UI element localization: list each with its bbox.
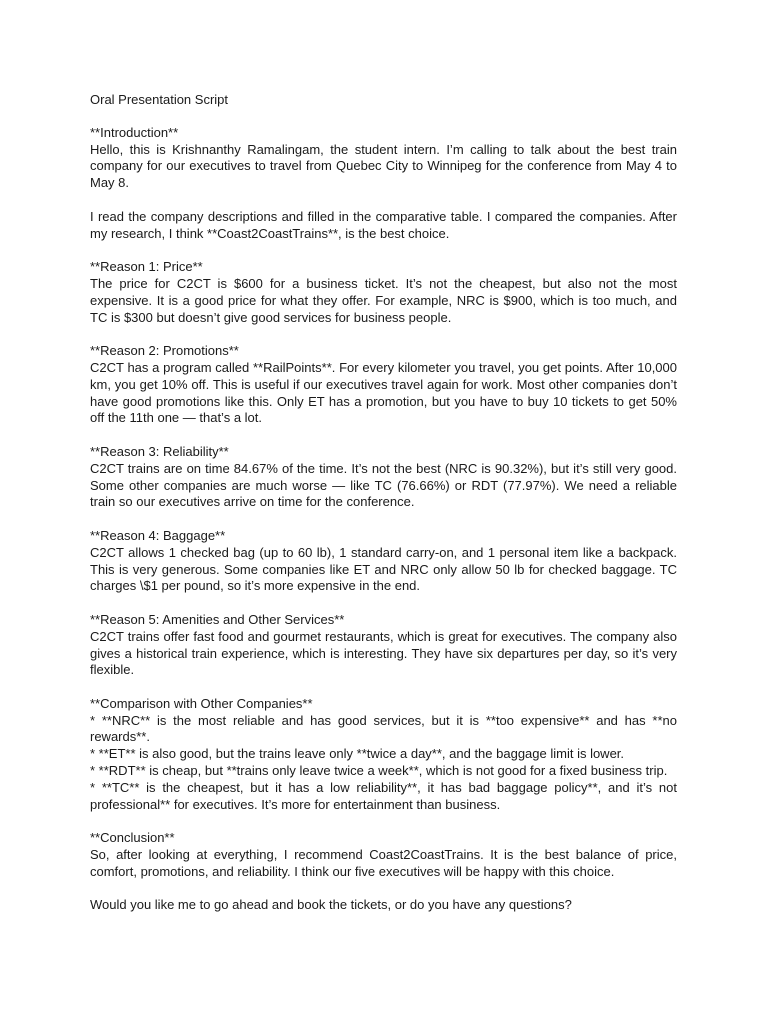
reason-baggage-text: C2CT allows 1 checked bag (up to 60 lb), 1 standard carry-on, and 1 personal item like a backpack. This is very generous. Some companies like ET and NRC only allow 50 lb for checked baggage. TC charges \$1 per pound, so it’s more expensive in the end. xyxy=(90,544,677,594)
reason-amenities-heading: **Reason 5: Amenities and Other Services** xyxy=(90,611,345,627)
research-section xyxy=(90,209,677,243)
comparison-bullet-rdt: * **RDT** is cheap, but **trains only leave twice a week**, which is not good for a fixed business trip. xyxy=(90,763,668,779)
conclusion-heading: **Conclusion** xyxy=(90,830,175,846)
reason-price-text: The price for C2CT is $600 for a business ticket. It’s not the cheapest, but also not the most expensive. It is a good price for what they offer. For example, NRC is $900, which is too much, and TC is $300 but doesn’t give good services for business people. xyxy=(90,275,677,325)
reason-price-section xyxy=(90,259,677,326)
comparison-heading: **Comparison with Other Companies** xyxy=(90,695,313,711)
reason-reliability-section xyxy=(90,444,677,511)
conclusion-section xyxy=(90,830,677,880)
closing-section xyxy=(90,897,677,914)
research-paragraph: I read the company descriptions and filled in the comparative table. I compared the companies. After my research, I think **Coast2CoastTrains**, is the best choice. xyxy=(90,208,677,241)
introduction-paragraph: Hello, this is Krishnanthy Ramalingam, the student intern. I’m calling to talk about the best train company for our executives to travel from Quebec City to Winnipeg for the conference from May 4 to May 8. xyxy=(90,141,677,191)
closing-question: Would you like me to go ahead and book the tickets, or do you have any questions? xyxy=(90,897,572,913)
reason-promotions-heading: **Reason 2: Promotions** xyxy=(90,343,239,359)
reason-amenities-section xyxy=(90,612,677,679)
document-page xyxy=(90,92,677,931)
conclusion-text: So, after looking at everything, I recommend Coast2CoastTrains. It is the best balance of price, comfort, promotions, and reliability. I think our five executives will be happy with this choice. xyxy=(90,847,677,879)
reason-reliability-heading: **Reason 3: Reliability** xyxy=(90,443,229,459)
comparison-bullet-et: * **ET** is also good, but the trains leave only **twice a day**, and the baggage limit is lower. xyxy=(90,746,625,762)
reason-baggage-heading: **Reason 4: Baggage** xyxy=(90,527,226,543)
comparison-bullet-tc: * **TC** is the cheapest, but it has a low reliability**, it has bad baggage policy**, and it’s not professional** for executives. It’s more for entertainment than business. xyxy=(90,779,677,812)
reason-promotions-section xyxy=(90,343,677,427)
introduction-section xyxy=(90,125,677,192)
reason-amenities-text: C2CT trains offer fast food and gourmet restaurants, which is great for executives. The company also gives a historical train experience, which is interesting. They have six departures per day, so it’s very flexible. xyxy=(90,628,677,678)
document-title: Oral Presentation Script xyxy=(90,92,229,107)
introduction-heading: **Introduction** xyxy=(90,124,179,140)
comparison-section xyxy=(90,696,677,814)
reason-reliability-text: C2CT trains are on time 84.67% of the time. It’s not the best (NRC is 90.32%), but it’s still very good. Some other companies are much worse — like TC (76.66%) or RDT (77.97%). We need a reliable train so our executives arrive on time for the conference. xyxy=(90,460,677,510)
reason-promotions-text: C2CT has a program called **RailPoints**. For every kilometer you travel, you get points. After 10,000 km, you get 10% off. This is useful if our executives travel again for work. Most other companies don’t have good promotions like this. Only ET has a promotion, but you have to buy 10 tickets to get 50% off the 11th one — that’s a lot. xyxy=(90,359,677,426)
comparison-bullet-nrc: * **NRC** is the most reliable and has good services, but it is **too expensive** and has **no rewards**. xyxy=(90,712,677,745)
reason-price-heading: **Reason 1: Price** xyxy=(90,259,203,275)
reason-baggage-section xyxy=(90,528,677,595)
